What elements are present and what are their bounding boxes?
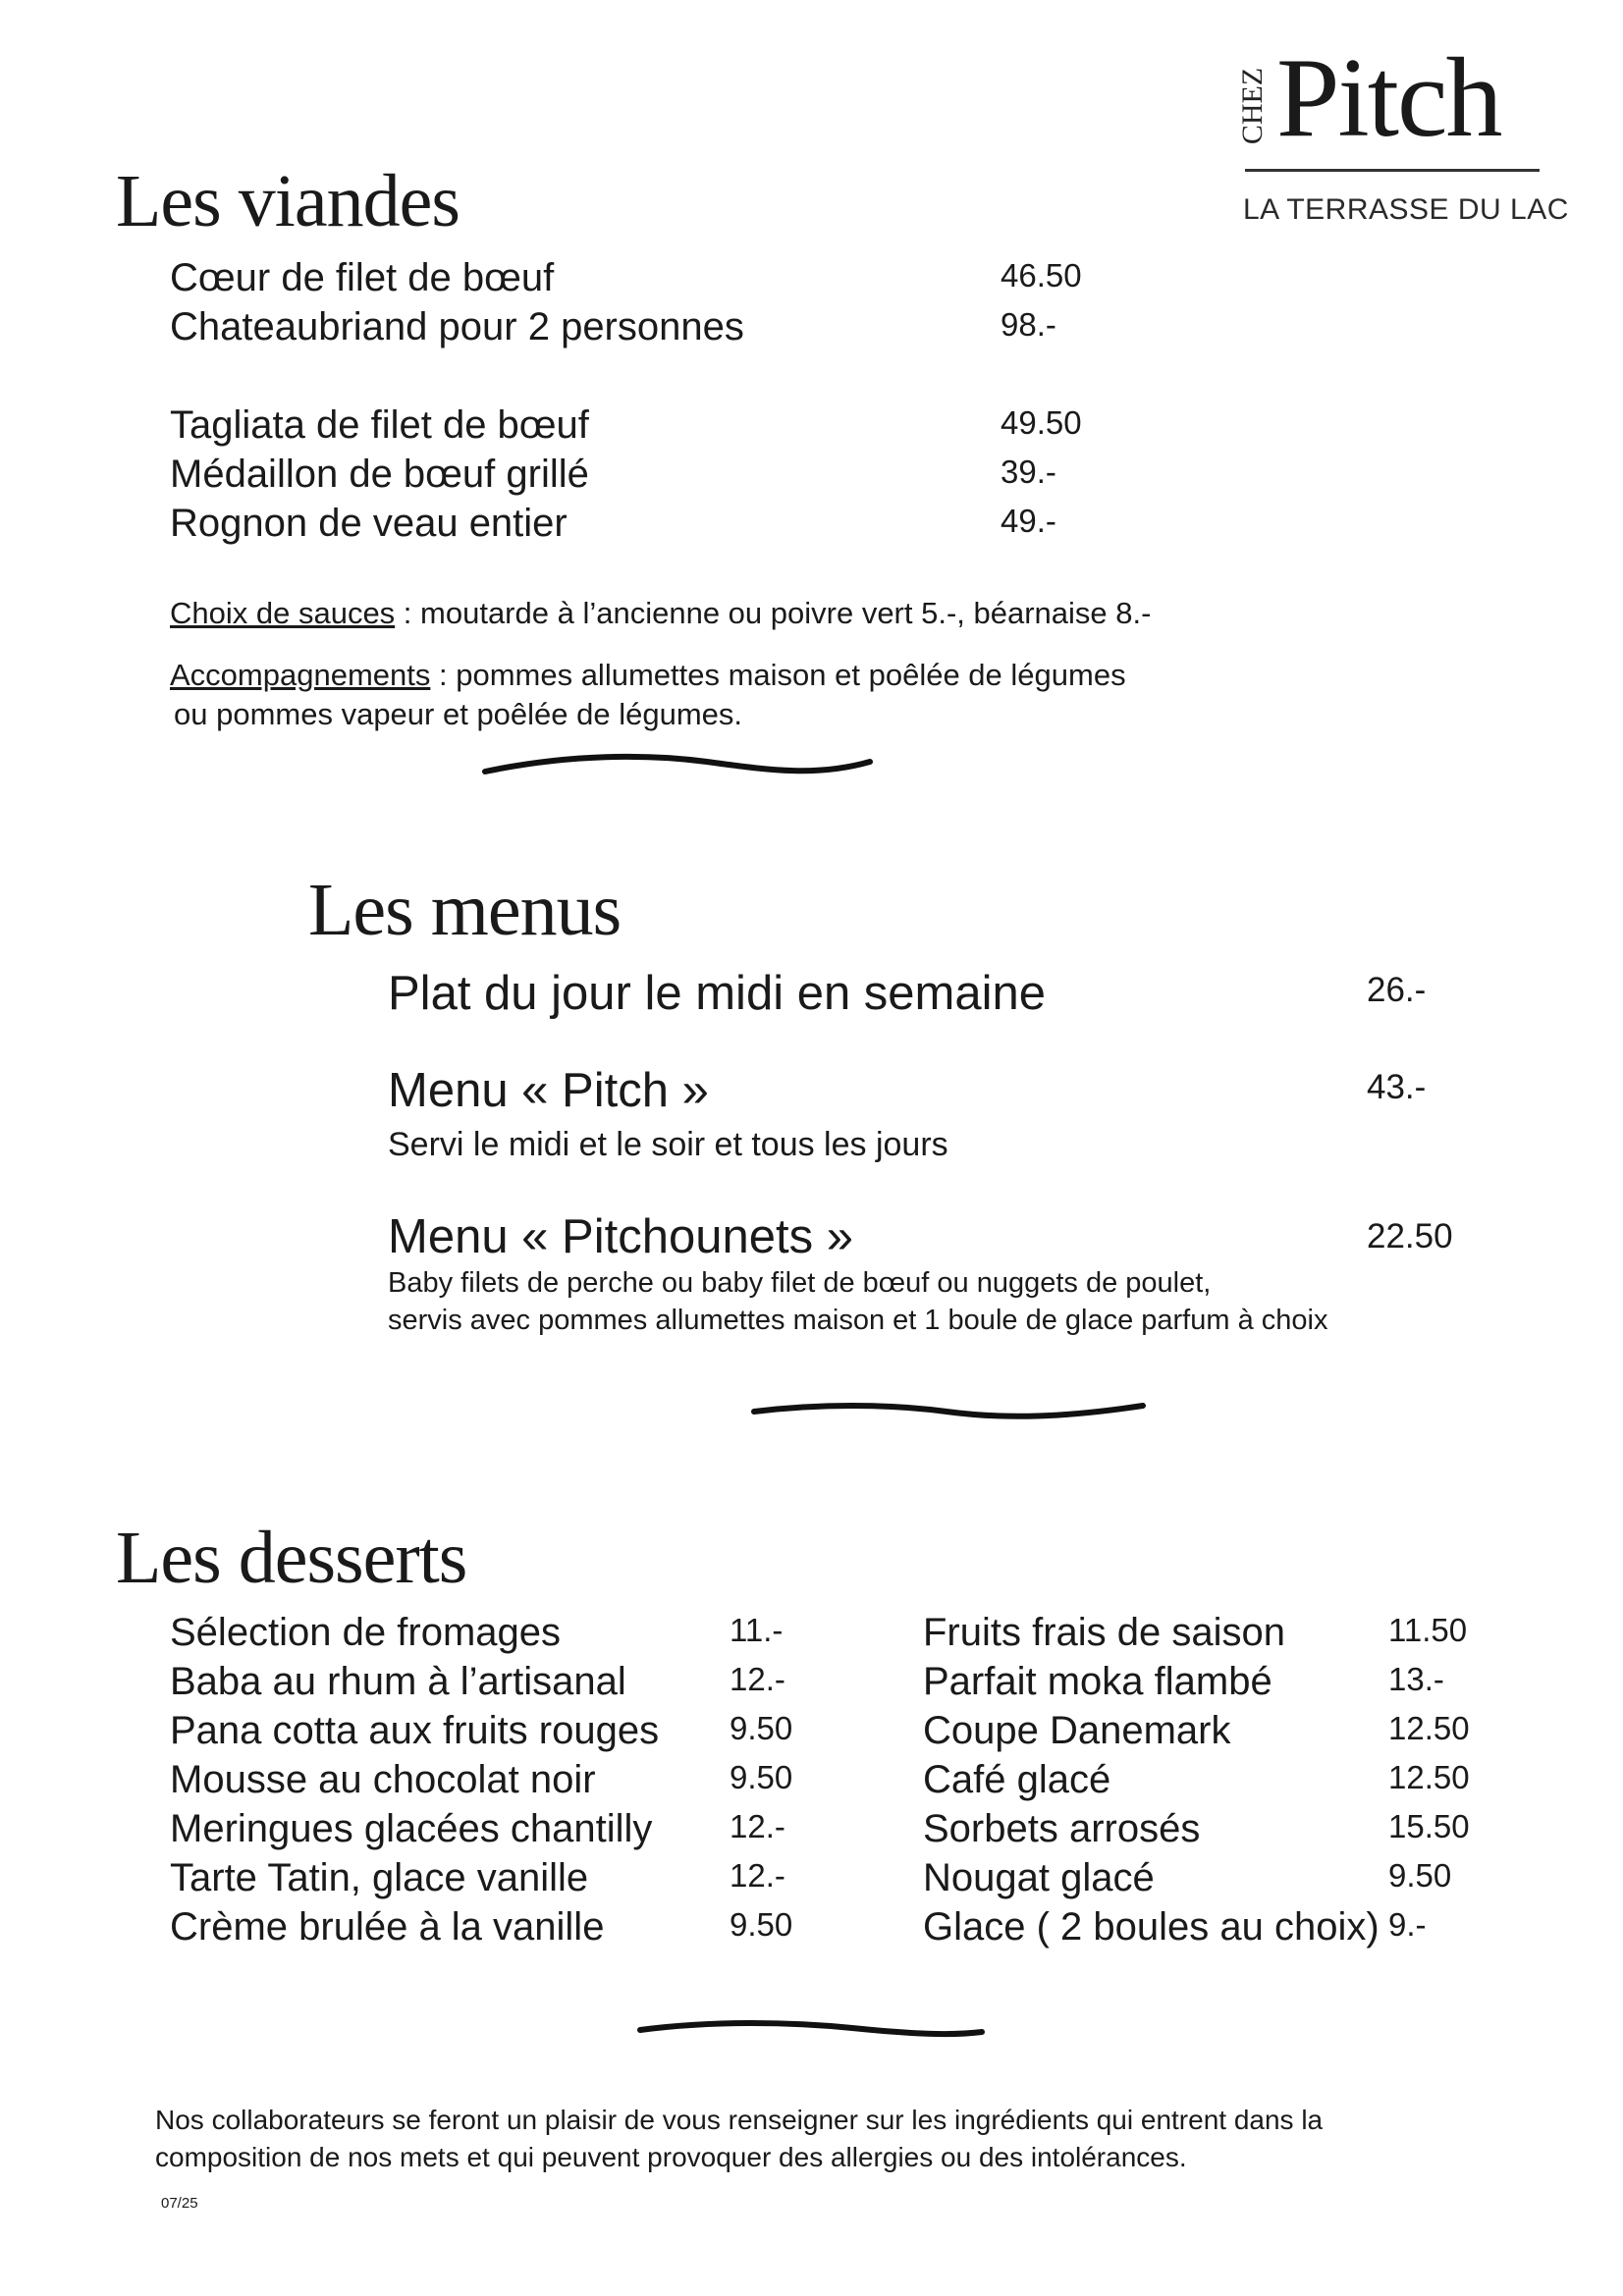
menu-item-price: 49.50 (1001, 404, 1082, 441)
divider-swash (481, 748, 874, 787)
dessert-item-name: Coupe Danemark (923, 1709, 1231, 1752)
menu-item-price: 22.50 (1367, 1217, 1453, 1255)
menu-item-price: 98.- (1001, 306, 1056, 343)
allergy-note-line-2: composition de nos mets et qui peuvent provoquer des allergies ou des intolérances. (155, 2142, 1187, 2172)
menu-item-name: Tagliata de filet de bœuf (170, 403, 589, 447)
dessert-item-name: Tarte Tatin, glace vanille (170, 1856, 589, 1899)
menu-item-name: Chateaubriand pour 2 personnes (170, 305, 744, 348)
dessert-item-price: 12.- (730, 1808, 785, 1844)
svg-text:CHEZ: CHEZ (1236, 67, 1269, 145)
accompagnements-text: : pommes allumettes maison et poêlée de légumes (430, 658, 1126, 692)
sauces-text: : moutarde à l’ancienne ou poivre vert 5.-, béarnaise 8.- (395, 596, 1152, 630)
section-title-menus: Les menus (308, 869, 622, 951)
section-title-viandes: Les viandes (116, 160, 460, 242)
menu-item-description: servis avec pommes allumettes maison et 1 boule de glace parfum à choix (388, 1305, 1328, 1336)
divider-swash (750, 1394, 1147, 1433)
dessert-item-price: 12.- (730, 1857, 785, 1894)
dessert-item-price: 9.50 (1388, 1857, 1452, 1894)
menu-item-price: 43.- (1367, 1068, 1427, 1106)
dessert-item-name: Nougat glacé (923, 1856, 1155, 1899)
logo-divider (1245, 169, 1540, 172)
sauces-label: Choix de sauces (170, 596, 396, 630)
logo-name: Pitch (1276, 35, 1501, 161)
dessert-item-name: Mousse au chocolat noir (170, 1758, 596, 1801)
dessert-item-price: 12.50 (1388, 1759, 1470, 1795)
sauces-note (170, 594, 1151, 633)
logo-subtitle: LA TERRASSE DU LAC (1243, 193, 1569, 226)
menu-item-price: 26.- (1367, 971, 1427, 1009)
dessert-item-price: 9.50 (730, 1710, 793, 1746)
dessert-item-price: 11.50 (1388, 1612, 1468, 1648)
menu-item-name: Cœur de filet de bœuf (170, 256, 555, 299)
dessert-item-name: Sorbets arrosés (923, 1807, 1201, 1850)
dessert-item-price: 11.- (730, 1612, 784, 1648)
dessert-item-price: 12.- (730, 1661, 785, 1697)
menu-item-name: Médaillon de bœuf grillé (170, 453, 589, 496)
dessert-item-price: 9.50 (730, 1759, 793, 1795)
accompagnements-label: Accompagnements (170, 658, 431, 692)
dessert-item-name: Sélection de fromages (170, 1611, 562, 1654)
dessert-item-name: Glace ( 2 boules au choix) (923, 1905, 1380, 1949)
dessert-item-name: Fruits frais de saison (923, 1611, 1286, 1654)
allergy-note-line-1: Nos collaborateurs se feront un plaisir de vous renseigner sur les ingrédients qui entrent dans la (155, 2105, 1324, 2135)
menu-item-price: 46.50 (1001, 257, 1082, 294)
dessert-item-price: 9.- (1388, 1906, 1427, 1943)
menu-item-description: Baby filets de perche ou baby filet de bœuf ou nuggets de poulet, (388, 1267, 1212, 1299)
menu-item-name: Menu « Pitchounets » (388, 1210, 853, 1263)
logo-chez-text (1234, 57, 1273, 155)
section-title-desserts: Les desserts (116, 1517, 467, 1599)
dessert-item-price: 15.50 (1388, 1808, 1470, 1844)
dessert-item-name: Pana cotta aux fruits rouges (170, 1709, 660, 1752)
accompagnements-text-2: ou pommes vapeur et poêlée de légumes. (174, 697, 743, 731)
divider-swash (636, 2012, 986, 2052)
dessert-item-name: Meringues glacées chantilly (170, 1807, 653, 1850)
menu-date: 07/25 (161, 2195, 198, 2212)
dessert-item-price: 12.50 (1388, 1710, 1470, 1746)
menu-item-price: 49.- (1001, 503, 1056, 539)
menu-item-description: Servi le midi et le soir et tous les jours (388, 1126, 948, 1163)
menu-item-name: Plat du jour le midi en semaine (388, 967, 1047, 1020)
dessert-item-price: 13.- (1388, 1661, 1444, 1697)
dessert-item-name: Crème brulée à la vanille (170, 1905, 605, 1949)
accompagnements-note (170, 656, 1126, 695)
dessert-item-name: Parfait moka flambé (923, 1660, 1272, 1703)
menu-item-price: 39.- (1001, 454, 1056, 490)
menu-item-name: Rognon de veau entier (170, 502, 568, 545)
dessert-item-price: 9.50 (730, 1906, 793, 1943)
dessert-item-name: Café glacé (923, 1758, 1111, 1801)
dessert-item-name: Baba au rhum à l’artisanal (170, 1660, 626, 1703)
menu-item-name: Menu « Pitch » (388, 1064, 709, 1117)
